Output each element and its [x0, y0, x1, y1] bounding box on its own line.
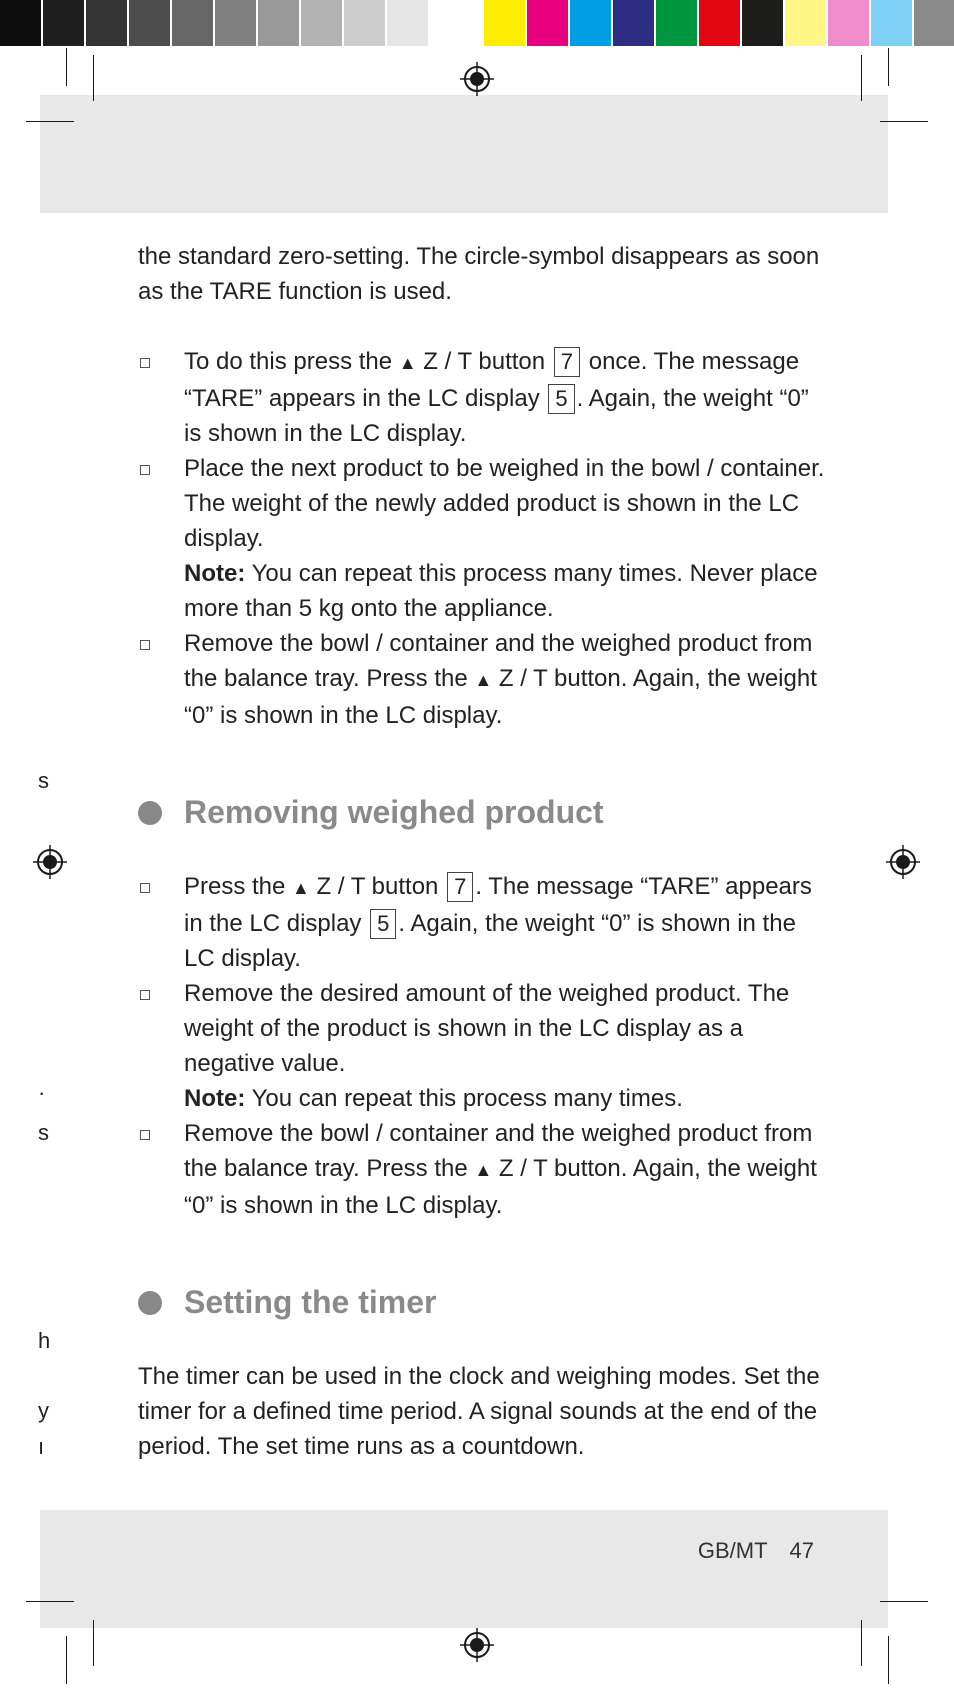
- color-swatch: [742, 0, 785, 46]
- checkbox-bullet-icon: [140, 1130, 150, 1140]
- color-swatch: [387, 0, 430, 46]
- list-item: To do this press the ▲ Z / T button 7 once. The message “TARE” appears in the LC display 5 . Again, the weight “0” is shown in the LC display.: [138, 344, 828, 451]
- timer-paragraph: The timer can be used in the clock and weighing modes. Set the timer for a defined time period. A signal sounds at the end of the period. The set time runs as a countdown.: [138, 1363, 820, 1460]
- footer-gray-band: [40, 1510, 888, 1628]
- crop-mark: [880, 1601, 928, 1602]
- margin-fragment: ·: [38, 1080, 46, 1105]
- tare-steps: [138, 344, 828, 733]
- color-swatch: [570, 0, 613, 46]
- registration-mark-icon: [33, 845, 67, 879]
- triangle-up-icon: ▲: [292, 878, 310, 898]
- margin-fragment: s: [38, 1120, 49, 1145]
- part-reference: 5: [370, 909, 396, 939]
- checkbox-bullet-icon: [140, 990, 150, 1000]
- list-item: Remove the desired amount of the weighed product. The weight of the product is shown in the LC display as a negative value. Note: You can repeat this process many times.: [138, 976, 828, 1116]
- color-swatch: [301, 0, 344, 46]
- margin-fragment: h: [38, 1328, 51, 1353]
- color-swatch: [430, 0, 473, 46]
- section-title: Removing weighed product: [184, 794, 604, 830]
- registration-mark-icon: [460, 1628, 494, 1662]
- note-label: Note:: [184, 560, 246, 587]
- color-swatch: [43, 0, 86, 46]
- process-color-bar: [484, 0, 954, 46]
- crop-mark: [66, 48, 67, 86]
- crop-mark: [26, 1601, 74, 1602]
- region-code: GB/MT: [697, 1538, 768, 1563]
- color-swatch: [871, 0, 914, 46]
- note-text: You can repeat this process many times.: [245, 1085, 683, 1112]
- crop-mark: [66, 1636, 67, 1684]
- color-swatch: [258, 0, 301, 46]
- color-swatch: [215, 0, 258, 46]
- part-reference: 5: [548, 384, 574, 414]
- page-footer: [676, 1538, 814, 1564]
- color-swatch: [344, 0, 387, 46]
- intro-section: [138, 239, 828, 309]
- part-reference: 7: [554, 347, 580, 377]
- crop-mark: [888, 48, 889, 86]
- color-swatch: [527, 0, 570, 46]
- color-swatch: [699, 0, 742, 46]
- crop-mark: [26, 121, 74, 122]
- page-number: 47: [789, 1538, 814, 1563]
- note-label: Note:: [184, 1085, 246, 1112]
- margin-fragment: y: [38, 1398, 49, 1423]
- intro-paragraph: the standard zero-setting. The circle-symbol disappears as soon as the TARE function is used.: [138, 243, 820, 305]
- color-swatch: [613, 0, 656, 46]
- color-swatch: [172, 0, 215, 46]
- color-swatch: [785, 0, 828, 46]
- color-swatch: [656, 0, 699, 46]
- crop-mark: [93, 1620, 94, 1666]
- registration-mark-icon: [886, 845, 920, 879]
- checkbox-bullet-icon: [140, 465, 150, 475]
- bullet-dot-icon: [138, 801, 162, 825]
- triangle-up-icon: ▲: [474, 670, 493, 690]
- margin-fragment: ı: [38, 1434, 45, 1459]
- checkbox-bullet-icon: [140, 358, 150, 368]
- list-item: Remove the bowl / container and the weighed product from the balance tray. Press the ▲ Z / T button. Again, the weight “0” is shown in the LC display.: [138, 626, 828, 733]
- crop-mark: [93, 55, 94, 101]
- checkbox-bullet-icon: [140, 640, 150, 650]
- part-reference: 7: [447, 872, 473, 902]
- section-title: Setting the timer: [184, 1284, 437, 1320]
- color-swatch: [914, 0, 954, 46]
- grayscale-color-bar: [0, 0, 473, 46]
- timer-section: [138, 1359, 828, 1464]
- list-item: Place the next product to be weighed in the bowl / container. The weight of the newly added product is shown in the LC display. Note: You can repeat this process many times. Never place more than 5 kg onto the appliance.: [138, 451, 828, 626]
- removing-steps: [138, 869, 828, 1223]
- crop-mark: [888, 1636, 889, 1684]
- registration-mark-icon: [460, 62, 494, 96]
- crop-mark: [880, 121, 928, 122]
- color-swatch: [484, 0, 527, 46]
- section-heading-timer: [138, 1284, 436, 1321]
- note-text: You can repeat this process many times. Never place more than 5 kg onto the appliance.: [184, 560, 818, 622]
- crop-mark: [861, 1620, 862, 1666]
- section-heading-removing: [138, 794, 604, 831]
- color-swatch: [0, 0, 43, 46]
- list-item: Press the ▲ Z / T button 7 . The message “TARE” appears in the LC display 5 . Again, the weight “0” is shown in the LC display.: [138, 869, 828, 976]
- checkbox-bullet-icon: [140, 883, 150, 893]
- list-item: Remove the bowl / container and the weighed product from the balance tray. Press the ▲ Z / T button. Again, the weight “0” is shown in the LC display.: [138, 1116, 828, 1223]
- triangle-up-icon: ▲: [398, 353, 417, 373]
- bullet-dot-icon: [138, 1291, 162, 1315]
- crop-mark: [861, 55, 862, 101]
- color-swatch: [129, 0, 172, 46]
- color-swatch: [86, 0, 129, 46]
- margin-fragment: s: [38, 768, 49, 793]
- header-gray-band: [40, 95, 888, 213]
- triangle-up-icon: ▲: [474, 1160, 493, 1180]
- color-swatch: [828, 0, 871, 46]
